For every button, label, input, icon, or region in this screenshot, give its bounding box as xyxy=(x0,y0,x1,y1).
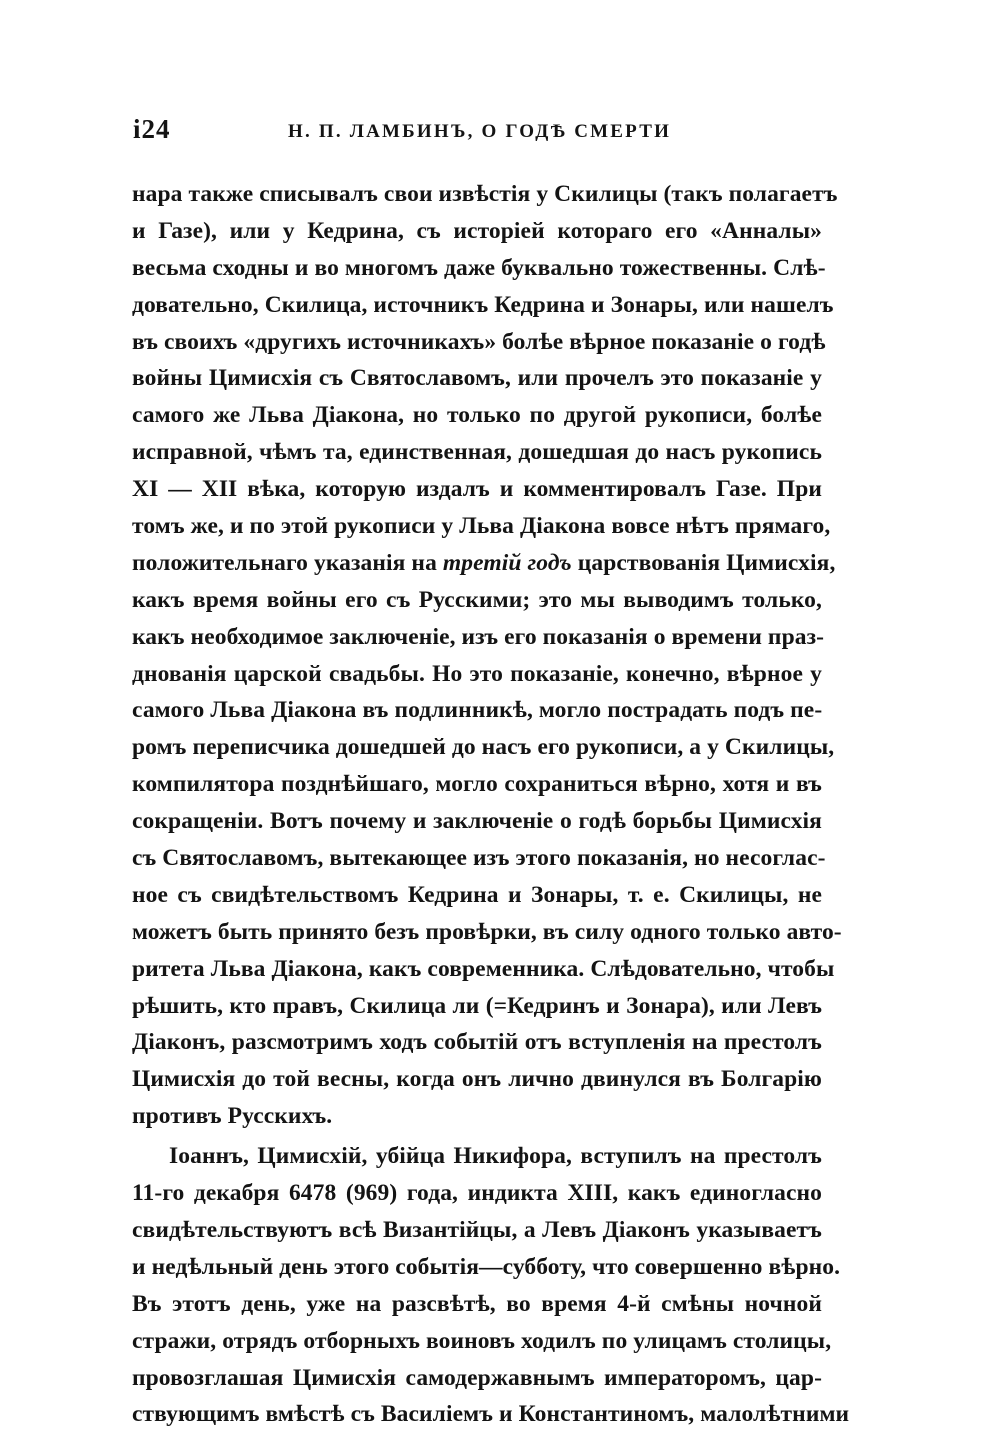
text-line: и недѣльный день этого событія—субботу, что совершенно вѣрно. xyxy=(132,1253,841,1280)
text-line: и Газе), или у Кедрина, съ исторіей котораго его «Анналы» xyxy=(132,217,822,244)
paragraph-1 xyxy=(132,176,842,1135)
text-line: рѣшить, кто правъ, Скилица ли (=Кедринъ и Зонара), или Левъ xyxy=(132,992,822,1019)
text-line: довательно, Скилица, источникъ Кедрина и Зонары, или нашелъ xyxy=(132,291,834,318)
text-line: ное съ свидѣтельствомъ Кедрина и Зонары, т. е. Скилицы, не xyxy=(132,881,822,908)
text-line: ромъ переписчика дошедшей до насъ его рукописи, а у Скилицы, xyxy=(132,734,835,761)
text-line: провозглашая Цимисхія самодержавнымъ императоромъ, цар- xyxy=(132,1364,822,1391)
text-line: самого же Льва Діакона, но только по другой рукописи, болѣе xyxy=(132,402,822,429)
running-head: Н. П. ЛАМБИНЪ, О ГОДѢ СМЕРТИ xyxy=(288,121,672,142)
text-line: Цимисхія до той весны, когда онъ лично двинулся въ Болгарію xyxy=(132,1066,822,1093)
text-line: днованія царской свадьбы. Но это показаніе, конечно, вѣрное у xyxy=(132,660,822,687)
text-line: ритета Льва Діакона, какъ современника. Слѣдовательно, чтобы xyxy=(132,955,835,982)
text-line: Іоаннъ, Цимисхій, убійца Никифора, вступилъ на престолъ xyxy=(169,1143,822,1170)
italic-emphasis: третій годъ xyxy=(442,549,572,576)
text-line: томъ же, и по этой рукописи у Льва Діакона вовсе нѣтъ прямаго, xyxy=(132,513,831,540)
text-line: нара также списывалъ свои извѣстія у Скилицы (такъ полагаетъ xyxy=(132,181,838,207)
text-line: противъ Русскихъ. xyxy=(132,1103,333,1130)
body-text xyxy=(132,176,850,1433)
text-line: какъ время войны его съ Русскими; это мы выводимъ только, xyxy=(132,586,822,613)
text-line: Діаконъ, разсмотримъ ходъ событій отъ вступленія на престолъ xyxy=(132,1029,822,1056)
text-line: исправной, чѣмъ та, единственная, дошедшая до насъ рукопись xyxy=(132,439,822,466)
text-line: весьма сходны и во многомъ даже буквально тожественны. Слѣ- xyxy=(132,254,826,281)
paragraph-2 xyxy=(132,1138,850,1433)
text-line: съ Святославомъ, вытекающее изъ этого показанія, но несоглас- xyxy=(132,845,826,872)
text-line: сокращеніи. Вотъ почему и заключеніе о годѣ борьбы Цимисхія xyxy=(132,808,822,835)
text-line: можетъ быть принято безъ провѣрки, въ силу одного только авто- xyxy=(132,918,842,945)
text-run: положительнаго указанія на xyxy=(132,549,443,576)
text-line: свидѣтельствуютъ всѣ Византійцы, а Левъ Діаконъ указываетъ xyxy=(132,1216,822,1243)
text-line: самого Льва Діакона въ подлинникѣ, могло пострадать подъ пе- xyxy=(132,697,823,724)
text-line xyxy=(132,545,836,582)
text-line: въ своихъ «другихъ источникахъ» болѣе вѣрное показаніе о годѣ xyxy=(132,328,826,355)
text-line: Въ этотъ день, уже на разсвѣтѣ, во время 4-й смѣны ночной xyxy=(132,1290,822,1317)
text-line: 11-го декабря 6478 (969) года, индикта XIII, какъ единогласно xyxy=(132,1180,822,1207)
text-line: XI — XII вѣка, которую издалъ и комментировалъ Газе. При xyxy=(132,476,822,503)
text-line: ствующимъ вмѣстѣ съ Василіемъ и Константиномъ, малолѣтними xyxy=(132,1401,850,1428)
text-line: войны Цимисхія съ Святославомъ, или прочелъ это показаніе у xyxy=(132,365,822,392)
text-line: стражи, отрядъ отборныхъ воиновъ ходилъ по улицамъ столицы, xyxy=(132,1327,832,1354)
text-line: компилятора позднѣйшаго, могло сохраниться вѣрно, хотя и въ xyxy=(132,771,822,798)
page-number: i24 xyxy=(133,114,171,144)
text-run: царствованія Цимисхія, xyxy=(571,549,836,576)
text-line: какъ необходимое заключеніе, изъ его показанія о времени праз- xyxy=(132,623,825,650)
